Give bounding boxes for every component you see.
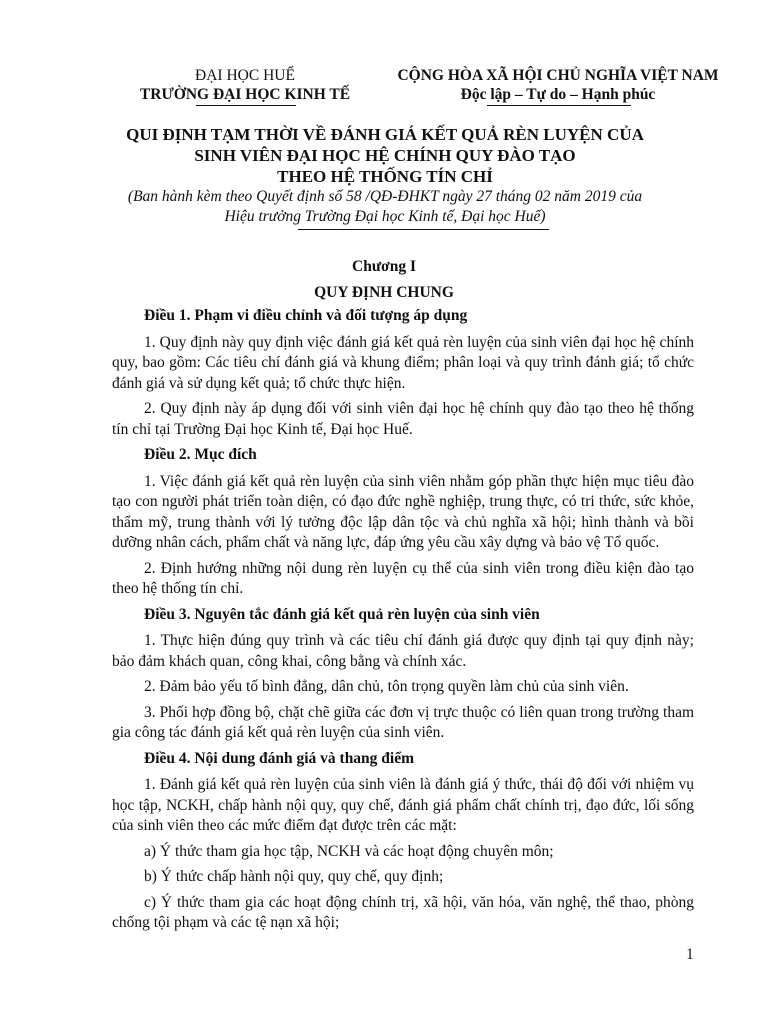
article-3-paragraph-2: 2. Đảm bảo yếu tố bình đẳng, dân chủ, tôn trọng quyền làm chủ của sinh viên. xyxy=(144,678,629,695)
article-4-paragraph-1: 1. Đánh giá kết quả rèn luyện của sinh viên là đánh giá ý thức, thái độ đối với nhiệm vụ học tập, NCKH, chấp hành nội quy, quy chế, đánh giá phẩm chất chính trị, đạo đức, lối sống của sinh viên theo các mức điểm đạt được trên các mặt: xyxy=(112,776,694,834)
article-4-item-a: a) Ý thức tham gia học tập, NCKH và các hoạt động chuyên môn; xyxy=(144,842,554,860)
article-3-paragraph-3: 3. Phối hợp đồng bộ, chặt chẽ giữa các đơn vị trực thuộc có liên quan trong trường tham gia công tác đánh giá kết quả rèn luyện của sinh viên. xyxy=(112,703,694,741)
subtitle-line-1: (Ban hành kèm theo Quyết định số 58 /QĐ-ĐHKT ngày 27 tháng 02 năm 2019 của xyxy=(127,188,643,205)
country-name: CỘNG HÒA XÃ HỘI CHỦ NGHĨA VIỆT NAM xyxy=(397,67,719,84)
national-header xyxy=(383,66,733,104)
chapter-name: QUY ĐỊNH CHUNG xyxy=(314,284,454,301)
article-2-paragraph-1: 1. Việc đánh giá kết quả rèn luyện của sinh viên nhằm góp phần thực hiện mục tiêu đào tạo con người phát triển toàn diện, có đạo đức nghề nghiệp, trung thực, có tri thức, sức khỏe, thẩm mỹ, trung thành với lý tưởng độc lập dân tộc và chủ nghĩa xã hội; hình thành và bồi dưỡng nhân cách, phẩm chất và năng lực, đáp ứng yêu cầu xây dựng và bảo vệ Tổ quốc. xyxy=(112,472,694,551)
article-2-heading: Điều 2. Mục đích xyxy=(144,446,257,463)
article-1-paragraph-2: 2. Quy định này áp dụng đối với sinh viên đại học hệ chính quy đào tạo theo hệ thống tín chỉ tại Trường Đại học Kinh tế, Đại học Huế. xyxy=(112,400,694,438)
school-name: TRƯỜNG ĐẠI HỌC KINH TẾ xyxy=(139,86,351,103)
issuer-underline xyxy=(196,105,296,106)
title-line-3: THEO HỆ THỐNG TÍN CHỈ xyxy=(277,167,493,186)
document-body xyxy=(112,306,694,939)
article-3-heading: Điều 3. Nguyên tắc đánh giá kết quả rèn luyện của sinh viên xyxy=(144,605,540,623)
title-line-2: SINH VIÊN ĐẠI HỌC HỆ CHÍNH QUY ĐÀO TẠO xyxy=(194,146,576,165)
article-4-heading: Điều 4. Nội dung đánh giá và thang điểm xyxy=(144,749,415,767)
article-2-paragraph-2: 2. Định hướng những nội dung rèn luyện cụ thể của sinh viên trong điều kiện đào tạo theo hệ thống tín chỉ. xyxy=(112,559,694,597)
chapter-number: Chương I xyxy=(352,258,416,275)
issuer-header xyxy=(115,66,375,104)
article-3-paragraph-1: 1. Thực hiện đúng quy trình và các tiêu chí đánh giá được quy định tại quy định này; bảo đảm khách quan, công khai, công bằng và chính xác. xyxy=(112,632,694,670)
article-1-paragraph-1: 1. Quy định này quy định việc đánh giá kết quả rèn luyện của sinh viên đại học hệ chính quy, bao gồm: Các tiêu chí đánh giá và khung điểm; phân loại và quy trình đánh giá; tổ chức đánh giá và sử dụng kết quả; tổ chức thực hiện. xyxy=(112,333,694,392)
document-subtitle xyxy=(60,187,710,227)
article-4-item-b: b) Ý thức chấp hành nội quy, quy chế, quy định; xyxy=(144,868,444,885)
university-name: ĐẠI HỌC HUẾ xyxy=(195,67,295,84)
subtitle-line-2: Hiệu trưởng Trường Đại học Kinh tế, Đại học Huế) xyxy=(224,208,546,225)
page-number: 1 xyxy=(686,946,694,963)
subtitle-underline xyxy=(298,229,549,230)
article-1-heading: Điều 1. Phạm vi điều chỉnh và đối tượng áp dụng xyxy=(144,307,468,324)
document-title xyxy=(60,124,710,187)
title-line-1: QUI ĐỊNH TẠM THỜI VỀ ĐÁNH GIÁ KẾT QUẢ RÈN LUYỆN CỦA xyxy=(126,125,644,144)
article-4-item-c: c) Ý thức tham gia các hoạt động chính trị, xã hội, văn hóa, văn nghệ, thể thao, phòng chống tội phạm và các tệ nạn xã hội; xyxy=(112,893,694,931)
motto-underline xyxy=(487,105,631,106)
national-motto: Độc lập – Tự do – Hạnh phúc xyxy=(460,86,656,103)
